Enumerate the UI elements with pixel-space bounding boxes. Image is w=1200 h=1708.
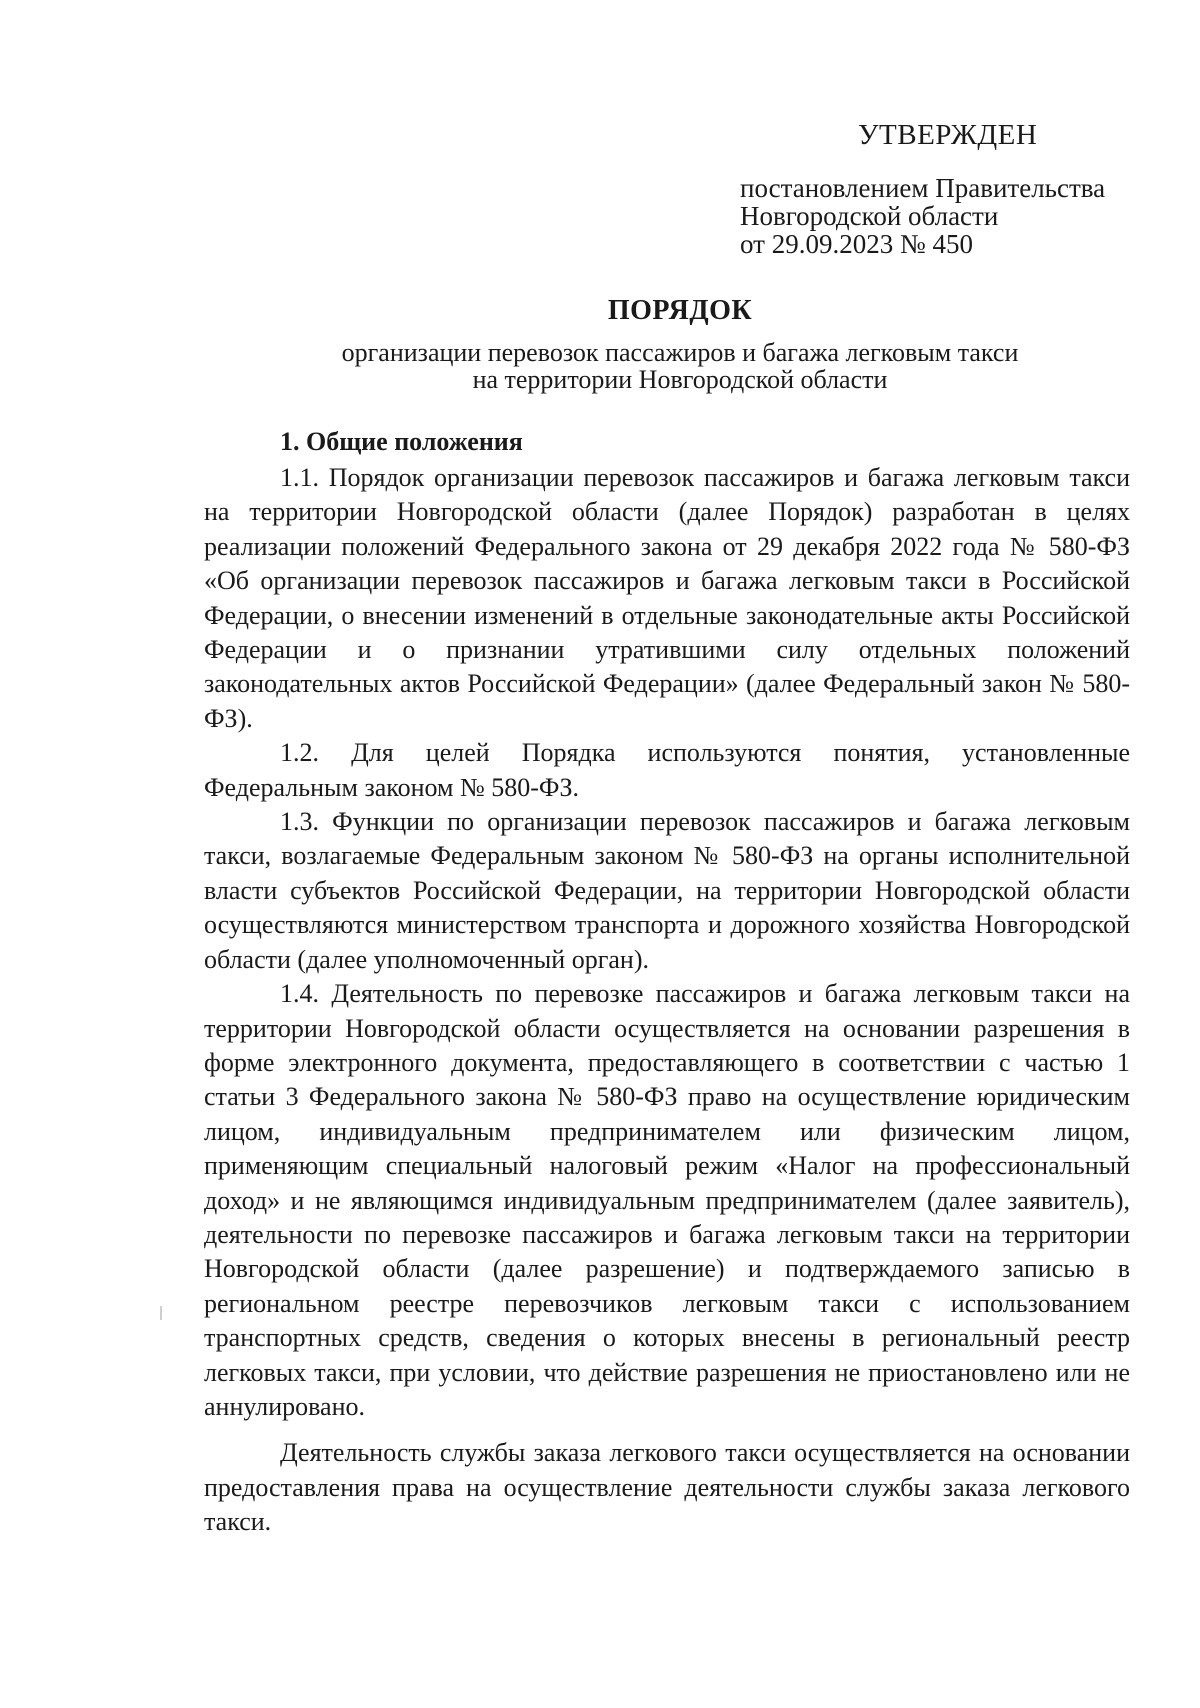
document-subtitle-line-2: на территории Новгородской области [472, 365, 888, 394]
approval-line-3: от 29.09.2023 № 450 [740, 229, 973, 259]
paragraph-1-4: 1.4. Деятельность по перевозке пассажиров и багажа легковым такси на территории Новгородской области осуществляется на основании разрешения в форме электронного документа, предоставляющего в соответствии с частью 1 статьи 3 Федерального закона № 580-ФЗ право на осуществление юридическим лицом, индивидуальным предпринимателем или физическим лицом, применяющим специальный налоговый режим «Налог на профессиональный доход» и не являющимся индивидуальным предпринимателем (далее заявитель), деятельности по перевозке пассажиров и багажа легковым такси на территории Новгородской области (далее разрешение) и подтверждаемого записью в региональном реестре перевозчиков легковым такси с использованием транспортных средств, сведения о которых внесены в региональный реестр легковых такси, при условии, что действие разрешения не приостановлено или не аннулировано. [204, 979, 1130, 1421]
scan-artifact [160, 1306, 162, 1320]
paragraph-taxi-service: Деятельность службы заказа легкового такси осуществляется на основании предоставления права на осуществление деятельности службы заказа легкового такси. [204, 1438, 1130, 1537]
document-body [204, 423, 1130, 1540]
approval-line-1: постановлением Правительства [740, 173, 1106, 203]
document-title: ПОРЯДОК [607, 295, 753, 326]
paragraph-1-2: 1.2. Для целей Порядка используются понятия, установленные Федеральным законом № 580-ФЗ. [204, 738, 1130, 802]
approval-line-2: Новгородской области [740, 201, 999, 231]
section-heading: 1. Общие положения [280, 427, 523, 456]
document-subtitle-line-1: организации перевозок пассажиров и багажа легковым такси [341, 338, 1019, 367]
paragraph-1-1: 1.1. Порядок организации перевозок пассажиров и багажа легковым такси на территории Новгородской области (далее Порядок) разработан в целях реализации положений Федерального закона от 29 декабря 2022 года № 580-ФЗ «Об организации перевозок пассажиров и багажа легковым такси в Российской Федерации, о внесении изменений в отдельные законодательные акты Российской Федерации и о признании утратившими силу отдельных положений законодательных актов Российской Федерации» (далее Федеральный закон № 580-ФЗ). [204, 463, 1130, 733]
approval-stamp [740, 118, 1160, 258]
approval-title: УТВЕРЖДЕН [858, 119, 1038, 151]
paragraph-1-3: 1.3. Функции по организации перевозок пассажиров и багажа легковым такси, возлагаемые Федеральным законом № 580-ФЗ на органы исполнительной власти субъектов Российской Федерации, на территории Новгородской области осуществляются министерством транспорта и дорожного хозяйства Новгородской области (далее уполномоченный орган). [204, 807, 1130, 974]
